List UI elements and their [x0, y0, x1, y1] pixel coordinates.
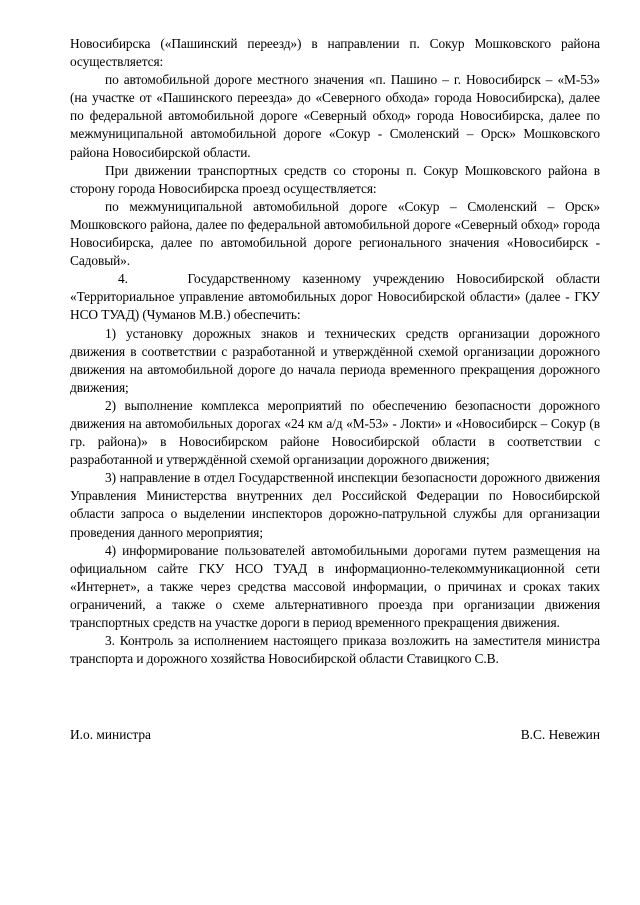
signatory-name: В.С. Невежин	[520, 727, 600, 742]
paragraph-reverse-intro: При движении транспортных средств со стороны п. Сокур Мошковского района в сторону города Новосибирска проезд осуществляется:	[70, 162, 600, 196]
paragraph-route-intro: Новосибирска («Пашинский переезд») в направлении п. Сокур Мошковского района осуществляется:	[70, 36, 600, 70]
paragraph-control: 3. Контроль за исполнением настоящего приказа возложить на заместителя министра транспорта и дорожного хозяйства Новосибирской области Ставицкого С.В.	[70, 633, 600, 667]
signatory-position: И.о. министра	[70, 727, 151, 742]
paragraph-subitem-4: 4) информирование пользователей автомобильными дорогами путем размещения на официальном сайте ГКУ НСО ТУАД в информационно-телекоммуникационной сети «Интернет», а также через средства массовой информации, о причинах и сроках таких ограничений, а также о схеме альтернативного проезда при организации движения транспортных средств на участке дороги в период временного прекращения движения.	[70, 542, 600, 630]
paragraph-subitem-2: 2) выполнение комплекса мероприятий по обеспечению безопасности дорожного движения на автомобильных дорогах «24 км а/д «М-53» - Локти» и «Новосибирск – Сокур (в гр. района)» в Новосибирском районе Новосибирской области в соответствии с разработанной и утверждённой схемой организации дорожного движения;	[70, 397, 600, 468]
paragraph-item-4: 4. Государственному казенному учреждению Новосибирской области «Территориальное управление автомобильных дорог Новосибирской области» (далее - ГКУ НСО ТУАД) (Чуманов М.В.) обеспечить:	[70, 271, 600, 323]
paragraph-subitem-3: 3) направление в отдел Государственной инспекции безопасности дорожного движения Управления Министерства внутренних дел Российской Федерации по Новосибирской области запроса о выделении инспекторов дорожно-патрульной службы для организации проведения данного мероприятия;	[70, 470, 600, 540]
paragraph-route-1: по автомобильной дороге местного значения «п. Пашино – г. Новосибирск – «М-53» (на участке от «Пашинского переезда» до «Северного обхода» города Новосибирска), далее по федеральной автомобильной дороге «Северный обход» города Новосибирска, далее по межмуниципальной автомобильной дороге «Сокур - Смоленский – Орск» Мошковского района Новосибирской области.	[70, 72, 600, 160]
paragraph-subitem-1: 1) установку дорожных знаков и технических средств организации дорожного движения в соответствии с разработанной и утверждённой схемой организации дорожного движения на автомобильной дороге до начала периода временного прекращения дорожного движения;	[70, 325, 600, 395]
document-body	[70, 35, 600, 668]
paragraph-route-2: по межмуниципальной автомобильной дороге «Сокур – Смоленский – Орск» Мошковского района, далее по федеральной автомобильной дороге «Северный обход» города Новосибирска, далее по автомобильной дороге регионального значения «Новосибирск - Садовый».	[70, 198, 600, 269]
signature-block	[70, 726, 600, 744]
